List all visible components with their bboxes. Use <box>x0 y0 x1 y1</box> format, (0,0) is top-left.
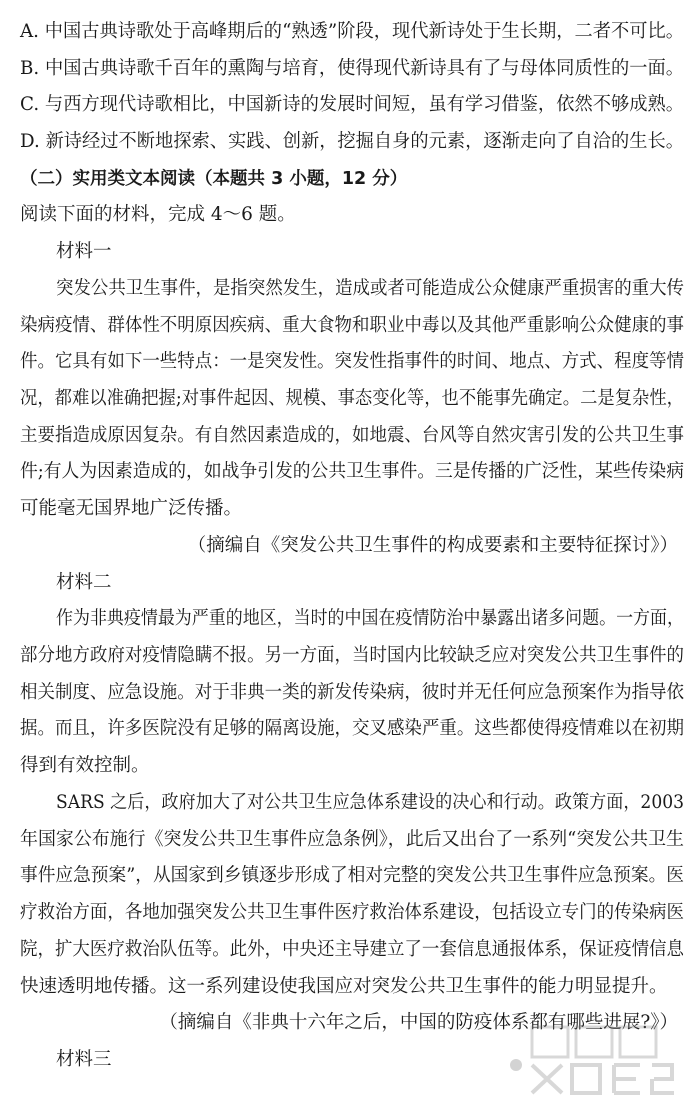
material2-line: 疗救治方面，各地加强突发公共卫生事件医疗救治体系建设，包括设立专门的传染病医 <box>20 902 684 923</box>
material2-line: 相关制度、应急设施。对于非典一类的新发传染病，彼时并无任何应急预案作为指导依 <box>20 682 684 703</box>
option-d: D. 新诗经过不断地探索、实践、创新，挖掘自身的元素，逐渐走向了自洽的生长。 <box>20 131 685 152</box>
material1-line: 主要指造成原因复杂。有自然因素造成的，如地震、台风等自然灾害引发的公共卫生事 <box>20 425 684 446</box>
section-instruction: 阅读下面的材料，完成 4～6 题。 <box>20 204 296 225</box>
material3-label: 材料三 <box>56 1049 112 1070</box>
section-title: （二）实用类文本阅读（本题共 3 小题，12 分） <box>20 169 408 189</box>
material2-line: 年国家公布施行《突发公共卫生事件应急条例》，此后又出台了一系列“突发公共卫生 <box>20 829 684 850</box>
material1-line: 件;有人为因素造成的，如战争引发的公共卫生事件。三是传播的广泛性，某些传染病 <box>20 461 685 482</box>
material1-line: 染病疫情、群体性不明原因疾病、重大食物和职业中毒以及其他严重影响公众健康的事 <box>20 315 684 336</box>
material2-line: 事件应急预案”，从国家到乡镇逐步形成了相对完整的突发公共卫生事件应急预案。医 <box>20 865 684 886</box>
material1-source: （摘编自《突发公共卫生事件的构成要素和主要特征探讨》） <box>187 535 678 556</box>
material1-line: 况，都难以准确把握;对事件起因、规模、事态变化等，也不能事先确定。二是复杂性， <box>20 388 684 409</box>
material2-line: 部分地方政府对疫情隐瞒不报。另一方面，当时国内比较缺乏应对突发公共卫生事件的 <box>20 645 684 666</box>
material2-line: 得到有效控制。 <box>20 755 150 776</box>
option-b: B. 中国古典诗歌千百年的熏陶与培育，使得现代新诗具有了与母体同质性的一面。 <box>20 58 684 79</box>
option-c: C. 与西方现代诗歌相比，中国新诗的发展时间短，虽有学习借鉴，依然不够成熟。 <box>20 94 685 115</box>
material2-line: 作为非典疫情最为严重的地区，当时的中国在疫情防治中暴露出诸多问题。一方面， <box>56 608 684 629</box>
option-a: A. 中国古典诗歌处于高峰期后的“熟透”阶段，现代新诗处于生长期，二者不可比。 <box>20 21 685 42</box>
material2-line: SARS 之后，政府加大了对公共卫生应急体系建设的决心和行动。政策方面，2003 <box>56 792 684 813</box>
material2-line: 据。而且，许多医院没有足够的隔离设施，交叉感染严重。这些都使得疫情难以在初期 <box>20 718 684 739</box>
material1-line: 件。它具有如下一些特点：一是突发性。突发性指事件的时间、地点、方式、程度等情 <box>20 351 684 372</box>
material1-label: 材料一 <box>56 241 112 262</box>
material2-line: 院，扩大医疗救治队伍等。此外，中央还主导建立了一套信息通报体系，保证疫情信息 <box>20 939 684 960</box>
material2-label: 材料二 <box>56 572 112 593</box>
material1-line: 突发公共卫生事件，是指突然发生，造成或者可能造成公众健康严重损害的重大传 <box>56 278 684 299</box>
material1-line: 可能毫无国界地广泛传播。 <box>20 498 243 519</box>
material2-source: （摘编自《非典十六年之后，中国的防疫体系都有哪些进展?》） <box>159 1012 678 1033</box>
material2-line: 快速透明地传播。这一系列建设使我国应对突发公共卫生事件的能力明显提升。 <box>20 976 668 997</box>
